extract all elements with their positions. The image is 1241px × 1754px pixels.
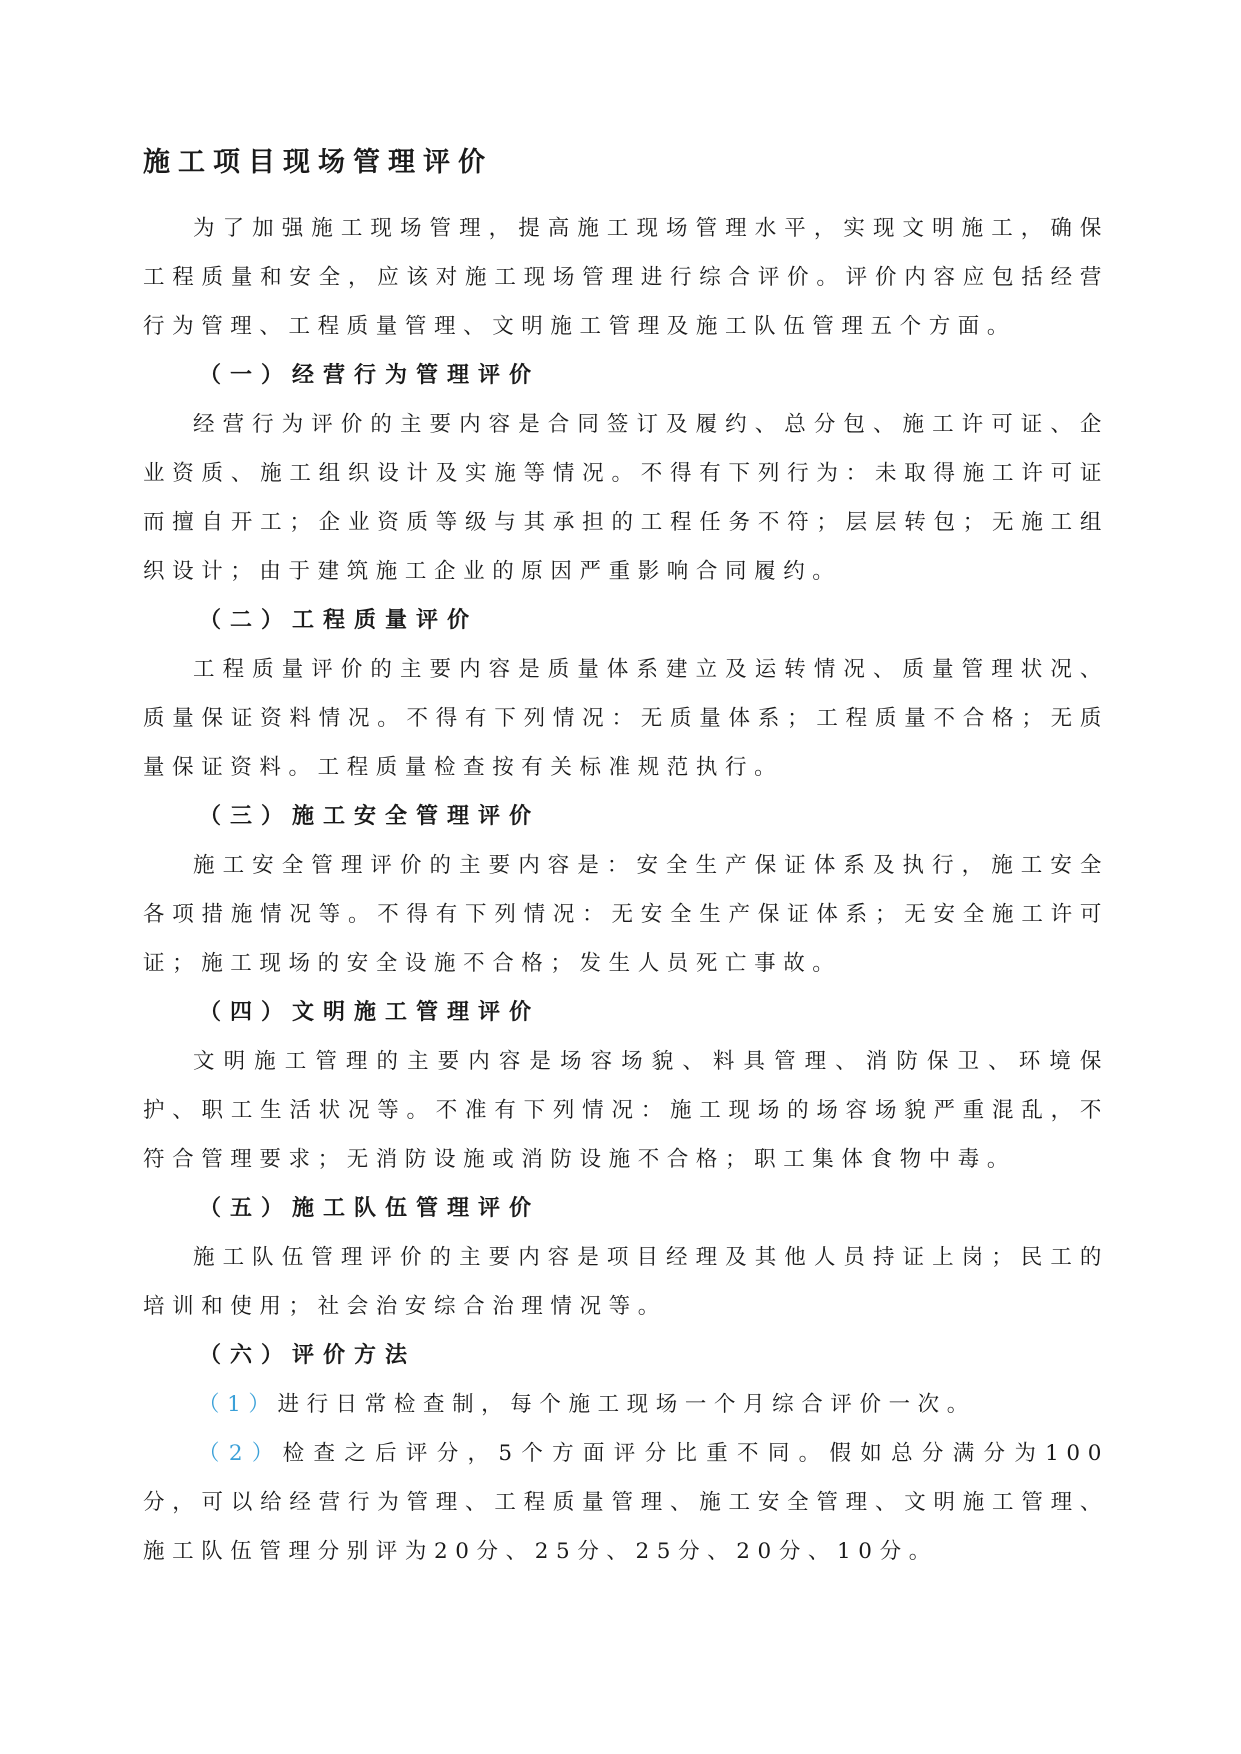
method-item-1	[143, 1380, 1109, 1429]
intro-paragraph: 为了加强施工现场管理，提高施工现场管理水平，实现文明施工，确保工程质量和安全，应该对施工现场管理进行综合评价。评价内容应包括经营行为管理、工程质量管理、文明施工管理及施工队伍管理五个方面。	[143, 216, 1109, 339]
section-4-body: 文明施工管理的主要内容是场容场貌、料具管理、消防保卫、环境保护、职工生活状况等。不准有下列情况：施工现场的场容场貌严重混乱，不符合管理要求；无消防设施或消防设施不合格；职工集体食物中毒。	[143, 1049, 1109, 1172]
document-page	[143, 136, 1109, 1576]
item-1-marker: （1）	[198, 1392, 278, 1417]
section-3-heading: （三）施工安全管理评价	[199, 804, 541, 829]
item-2-marker: （2）	[198, 1441, 283, 1466]
section-6-heading: （六）评价方法	[199, 1343, 417, 1368]
section-3-body: 施工安全管理评价的主要内容是：安全生产保证体系及执行，施工安全各项措施情况等。不得有下列情况：无安全生产保证体系；无安全施工许可证；施工现场的安全设施不合格；发生人员死亡事故。	[143, 853, 1109, 976]
section-5-heading: （五）施工队伍管理评价	[199, 1196, 541, 1221]
section-4-heading: （四）文明施工管理评价	[199, 1000, 541, 1025]
method-item-2	[143, 1429, 1109, 1576]
section-5-body: 施工队伍管理评价的主要内容是项目经理及其他人员持证上岗；民工的培训和使用；社会治安综合治理情况等。	[143, 1245, 1109, 1319]
document-title: 施工项目现场管理评价	[143, 147, 493, 178]
section-2-heading: （二）工程质量评价	[199, 608, 479, 633]
section-1-heading: （一）经营行为管理评价	[199, 363, 541, 388]
section-1-body: 经营行为评价的主要内容是合同签订及履约、总分包、施工许可证、企业资质、施工组织设计及实施等情况。不得有下列行为：未取得施工许可证而擅自开工；企业资质等级与其承担的工程任务不符；层层转包；无施工组织设计；由于建筑施工企业的原因严重影响合同履约。	[143, 412, 1109, 584]
section-2-body: 工程质量评价的主要内容是质量体系建立及运转情况、质量管理状况、质量保证资料情况。不得有下列情况：无质量体系；工程质量不合格；无质量保证资料。工程质量检查按有关标准规范执行。	[143, 657, 1109, 780]
item-2-text: 检查之后评分，5个方面评分比重不同。假如总分满分为100分，可以给经营行为管理、工程质量管理、施工安全管理、文明施工管理、施工队伍管理分别评为20分、25分、25分、20分、10分。	[143, 1441, 1109, 1564]
item-1-text: 进行日常检查制，每个施工现场一个月综合评价一次。	[277, 1392, 976, 1417]
